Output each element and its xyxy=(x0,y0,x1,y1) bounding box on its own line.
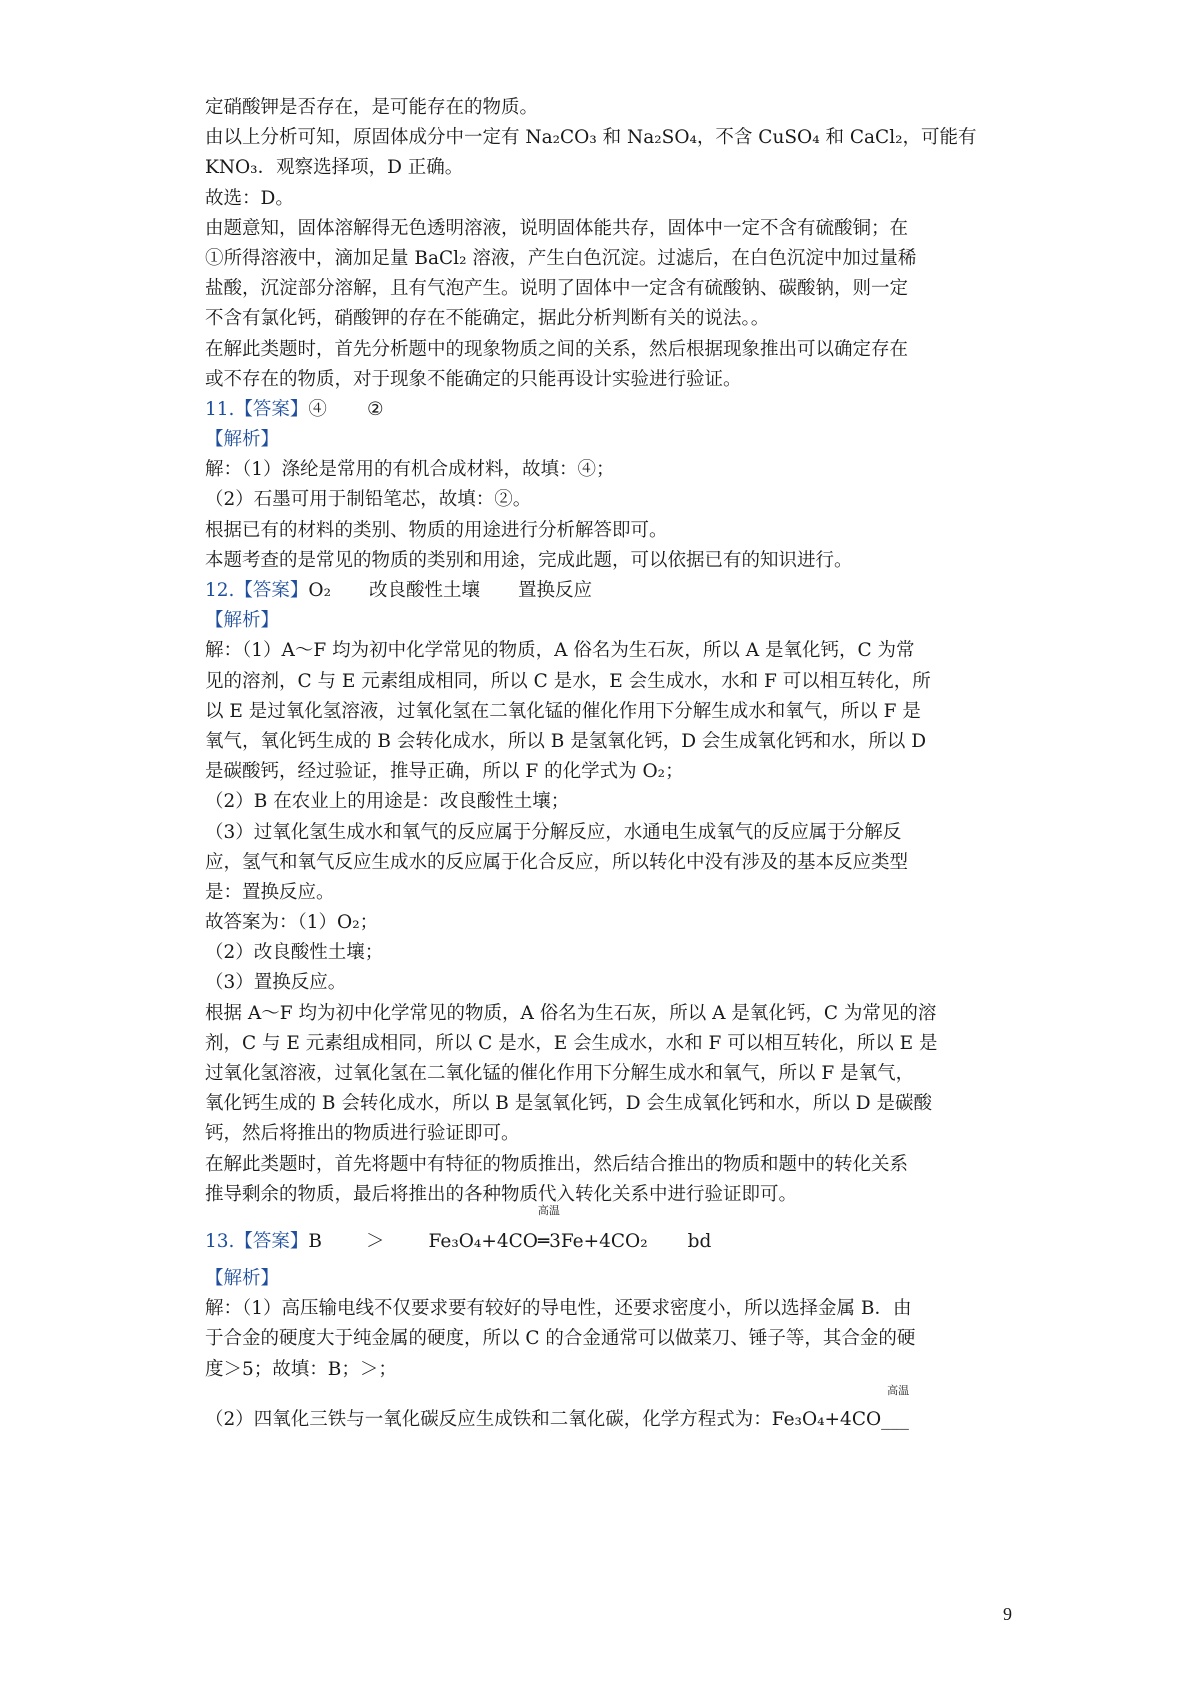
equation-line xyxy=(205,1383,1005,1435)
text-line: 解：（1）涤纶是常用的有机合成材料，故填：④； xyxy=(205,459,615,481)
answer-value: ② xyxy=(366,398,384,420)
page-content xyxy=(205,93,1005,1435)
answer-value: 置换反应 xyxy=(518,580,593,601)
text-line: 本题考查的是常见的物质的类别和用途，完成此题，可以依据已有的知识进行。 xyxy=(205,549,853,571)
equation-products: 3Fe+4CO₂ xyxy=(549,1230,648,1252)
text-line: 过氧化氢溶液，过氧化氢在二氧化锰的催化作用下分解生成水和氧气，所以 F 是氧气， xyxy=(205,1063,915,1084)
text-line: 由题意知，固体溶解得无色透明溶液，说明固体能共存，固体中一定不含有硫酸铜；在 xyxy=(205,217,909,239)
equation-reactants: Fe₃O₄+4CO xyxy=(428,1230,538,1252)
text-line: （2）改良酸性土壤； xyxy=(205,942,384,964)
answer-heading: 13.【答案】 xyxy=(205,1230,309,1252)
text-line: 不含有氯化钙，硝酸钾的存在不能确定，据此分析判断有关的说法。。 xyxy=(205,308,770,330)
analysis-heading: 【解析】 xyxy=(205,610,280,632)
answer-heading: 11.【答案】 xyxy=(205,398,309,420)
answer-value: O₂ xyxy=(308,580,332,601)
text-line: ①所得溶液中，滴加足量 BaCl₂ 溶液，产生白色沉淀。过滤后，在白色沉淀中加过量稀 xyxy=(205,247,917,269)
text-line: 定硝酸钾是否存在，是可能存在的物质。 xyxy=(205,97,539,118)
answer-value: B xyxy=(308,1230,323,1252)
reaction-condition: 高温 xyxy=(887,1383,910,1397)
answer-value: ＞ xyxy=(366,1230,385,1252)
text-line: 氧气，氧化钙生成的 B 会转化成水，所以 B 是氢氧化钙，D 会生成氧化钙和水，所以 D xyxy=(205,730,927,752)
text-line: 于合金的硬度大于纯金属的硬度，所以 C 的合金通常可以做菜刀、锤子等，其合金的硬 xyxy=(205,1328,916,1350)
text-line: （3）置换反应。 xyxy=(205,972,347,994)
answer-heading: 12.【答案】 xyxy=(205,580,309,601)
reaction-condition: 高温 xyxy=(537,1203,560,1217)
answer-line xyxy=(205,395,1005,425)
text-line: 剂，C 与 E 元素组成相同，所以 C 是水，E 会生成水，水和 F 可以相互转化，所以 E 是 xyxy=(205,1032,938,1054)
text-line: 钙，然后将推出的物质进行验证即可。 xyxy=(205,1123,520,1145)
text-line: 在解此类题时，首先将题中有特征的物质推出，然后结合推出的物质和题中的转化关系 xyxy=(205,1153,909,1175)
text-line: 故答案为：（1）O₂； xyxy=(205,912,379,934)
text-line: 见的溶剂，C 与 E 元素组成相同，所以 C 是水，E 会生成水，水和 F 可以相互转化，所 xyxy=(205,670,931,692)
text-line: 根据已有的材料的类别、物质的用途进行分析解答即可。 xyxy=(205,519,668,541)
text-line: （2）石墨可用于制铅笔芯，故填：②。 xyxy=(205,489,532,511)
text-line: （3）过氧化氢生成水和氧气的反应属于分解反应，水通电生成氧气的反应属于分解反 xyxy=(205,821,902,843)
text-line: 是：置换反应。 xyxy=(205,881,335,903)
text-line: 度＞5；故填：B；＞； xyxy=(205,1358,397,1380)
text-line: 氧化钙生成的 B 会转化成水，所以 B 是氢氧化钙，D 会生成氧化钙和水，所以 D 是碳酸 xyxy=(205,1093,933,1115)
question-11 xyxy=(205,395,1005,576)
text-line: （2）四氧化三铁与一氧化碳反应生成铁和二氧化碳，化学方程式为：Fe₃O₄+4CO xyxy=(205,1408,882,1430)
page-number: 9 xyxy=(1003,1604,1012,1624)
text-line: 是碳酸钙，经过验证，推导正确，所以 F 的化学式为 O₂； xyxy=(205,761,684,783)
text-line: 或不存在的物质，对于现象不能确定的只能再设计实验进行验证。 xyxy=(205,368,742,390)
answer-value: bd xyxy=(687,1230,712,1252)
analysis-heading: 【解析】 xyxy=(205,1267,280,1289)
question-12 xyxy=(205,576,1005,1210)
text-line: KNO₃．观察选择项，D 正确。 xyxy=(205,157,464,179)
answer-value: ④ xyxy=(308,398,327,420)
chemical-equation xyxy=(428,1203,648,1264)
question-13 xyxy=(205,1203,1005,1435)
intro-block xyxy=(205,93,1005,395)
text-line: 盐酸，沉淀部分溶解，且有气泡产生。说明了固体中一定含有硫酸钠、碳酸钠，则一定 xyxy=(205,278,909,300)
text-line: 根据 A～F 均为初中化学常见的物质，A 俗名为生石灰，所以 A 是氧化钙，C 为常见的溶 xyxy=(205,1002,937,1024)
answer-value: 改良酸性土壤 xyxy=(369,580,481,601)
text-line: 由以上分析可知，原固体成分中一定有 Na₂CO₃ 和 Na₂SO₄，不含 CuSO₄ 和 CaCl₂，可能有 xyxy=(205,127,977,149)
text-line: 在解此类题时，首先分析题中的现象物质之间的关系，然后根据现象推出可以确定存在 xyxy=(205,338,909,360)
equation-sign: 高温 ═ xyxy=(537,1203,560,1252)
text-line: 应，氢气和氧气反应生成水的反应属于化合反应，所以转化中没有涉及的基本反应类型 xyxy=(205,851,909,873)
text-line: 推导剩余的物质，最后将推出的各种物质代入转化关系中进行验证即可。 xyxy=(205,1183,798,1205)
text-line: 解：（1）A～F 均为初中化学常见的物质，A 俗名为生石灰，所以 A 是氧化钙，C 为常 xyxy=(205,640,915,662)
text-line: 以 E 是过氧化氢溶液，过氧化氢在二氧化锰的催化作用下分解生成水和氧气，所以 F 是 xyxy=(205,700,921,722)
text-line: （2）B 在农业上的用途是：改良酸性土壤； xyxy=(205,791,570,813)
text-line: 故选：D。 xyxy=(205,187,294,209)
answer-line xyxy=(205,576,1005,606)
analysis-heading: 【解析】 xyxy=(205,429,280,451)
text-line: 解：（1）高压输电线不仅要求要有较好的导电性，还要求密度小，所以选择金属 B．由 xyxy=(205,1298,912,1320)
answer-line xyxy=(205,1203,1005,1264)
equation-sign: 高温 ___ xyxy=(881,1383,910,1430)
